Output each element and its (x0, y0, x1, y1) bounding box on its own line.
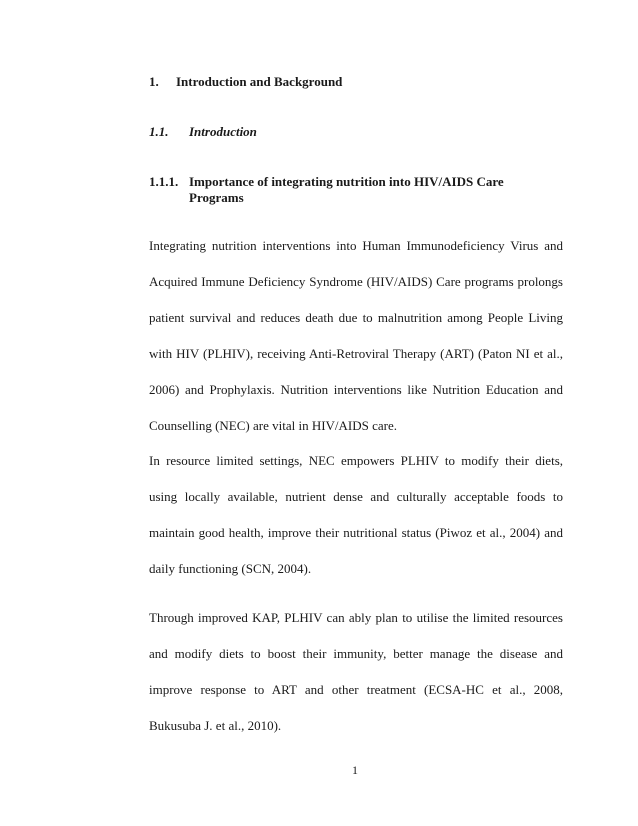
subsubsection-heading (149, 174, 539, 206)
body-paragraph: In resource limited settings, NEC empowers PLHIV to modify their diets, using locally available, nutrient dense and culturally acceptable foods to maintain good health, improve their nutritional status (Piwoz et al., 2004) and daily functioning (SCN, 2004). (149, 453, 563, 576)
subsubsection-title: Importance of integrating nutrition into HIV/AIDS Care Programs (189, 174, 504, 205)
body-paragraph: Through improved KAP, PLHIV can ably plan to utilise the limited resources and modify diets to boost their immunity, better manage the disease and improve response to ART and other treatment (ECSA-HC et al., 2008, Bukusuba J. et al., 2010). (149, 610, 563, 733)
subsection-number: 1.1. (149, 124, 169, 139)
body-paragraph: Integrating nutrition interventions into Human Immunodeficiency Virus and Acquired Immune Deficiency Syndrome (HIV/AIDS) Care programs prolongs patient survival and reduces death due to malnutrition among People Living with HIV (PLHIV), receiving Anti-Retroviral Therapy (ART) (Paton NI et al., 2006) and Prophylaxis. Nutrition interventions like Nutrition Education and Counselling (NEC) are vital in HIV/AIDS care. (149, 238, 563, 433)
subsubsection-number: 1.1.1. (149, 174, 179, 189)
section-heading (149, 74, 342, 90)
section-number: 1. (149, 74, 159, 89)
page-number: 1 (352, 763, 358, 777)
section-title: Introduction and Background (176, 74, 343, 89)
subsection-title: Introduction (189, 124, 257, 139)
subsection-heading (149, 124, 257, 140)
